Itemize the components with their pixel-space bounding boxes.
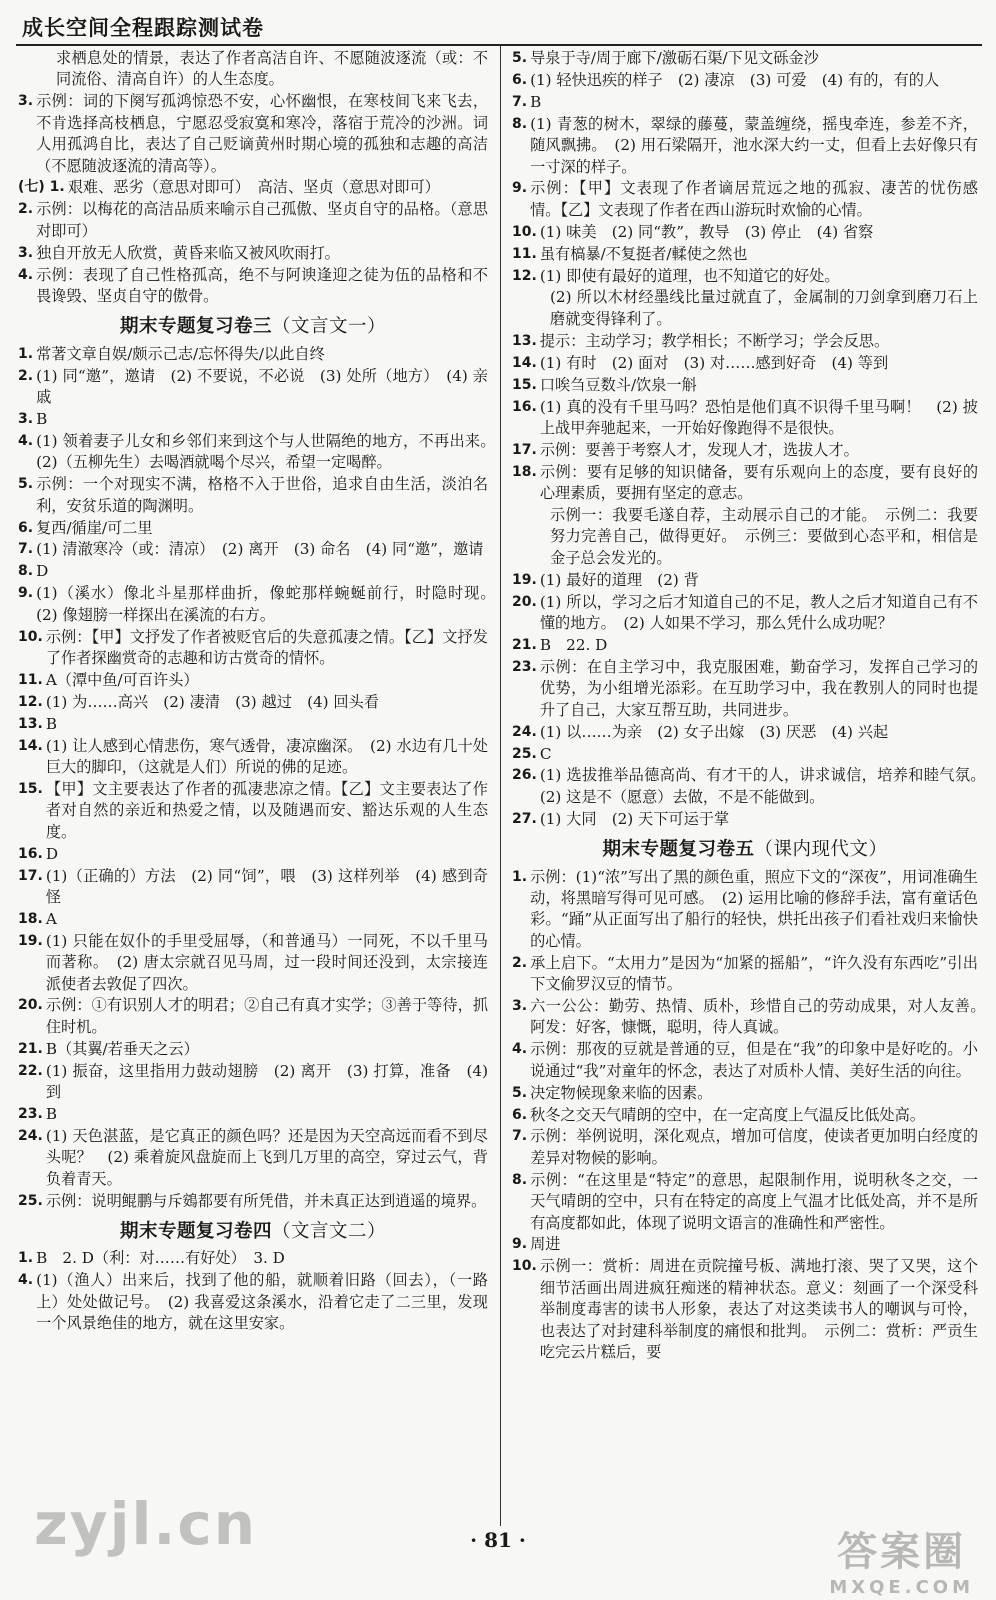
section-4-title-text: 期末专题复习卷四 — [119, 1221, 272, 1243]
answer-number: 26. — [512, 767, 537, 784]
answer-number: 27. — [512, 810, 537, 827]
section-5-subtitle: （课内现代文） — [754, 839, 888, 861]
answer-text: 示例：词的下阕写孤鸿惊恐不安，心怀幽恨，在寒枝间飞来飞去，不肯选择高枝栖息，宁愿忍受寂寞和寒冷，落宿于荒冷的沙洲。词人用孤鸿自比，表达了自己贬谪黄州时期心境的孤独和志趣的高洁（不愿随波逐流的清高等）。 — [36, 92, 488, 175]
answer-number: 20. — [18, 997, 43, 1014]
answer-item — [18, 1039, 488, 1060]
answer-number: 17. — [18, 867, 43, 884]
answer-item — [512, 867, 978, 953]
answer-number: 15. — [512, 376, 537, 393]
answer-text: (1) 真的没有千里马吗？恐怕是他们真不识得千里马啊！ (2) 披上战甲奔驰起来，一开始好像跑得不是很快。 — [539, 397, 978, 437]
section-4-answers — [18, 1248, 488, 1334]
answer-item — [512, 1256, 978, 1363]
answer-text: 示例：要有足够的知识储备，要有乐观向上的态度，要有良好的心理素质，要拥有坚定的意志。 — [539, 462, 978, 503]
answer-item — [512, 70, 978, 91]
answer-text: (1) 以……为亲 (2) 女子出嫁 (3) 厌恶 (4) 兴起 — [539, 722, 889, 741]
answer-number: 10. — [512, 223, 537, 240]
answer-number: 24. — [512, 723, 537, 740]
answer-text: (1) 只能在奴仆的手里受屈辱，（和普通马）一同死，不以千里马而著称。 (2) 唐太宗就召见马周，过一段时间还没到，太宗接连派使者去敦促了四次。 — [45, 931, 488, 993]
answer-item — [512, 570, 978, 591]
answer-item — [18, 518, 488, 539]
answer-number: 1. — [512, 868, 528, 885]
section-title-4 — [18, 1221, 488, 1242]
section-3-title-text: 期末专题复习卷三 — [119, 316, 272, 338]
answer-number: 18. — [512, 463, 537, 480]
answer-number: 7. — [512, 93, 528, 110]
answer-item — [18, 714, 488, 735]
answer-item — [18, 48, 488, 91]
answer-item — [512, 1170, 978, 1234]
answer-number: 4. — [512, 1041, 528, 1058]
answer-item — [512, 809, 978, 830]
answer-number: 23. — [18, 1106, 43, 1122]
answer-text: 【甲】文主要表达了作者的孤凄悲凉之情。【乙】文主要表达了作者对自然的亲近和热爱之情，以及随遇而安、豁达乐观的人生态度。 — [45, 779, 488, 841]
answer-number: 25. — [512, 745, 537, 762]
answer-item — [18, 561, 488, 582]
answer-text: (1) 有时 (2) 面对 (3) 对……感到好奇 (4) 等到 — [539, 353, 889, 372]
answer-number: 24. — [18, 1127, 43, 1144]
answer-text: (1) 选拔推举品德高尚、有才干的人，讲求诚信，培养和睦气氛。 (2) 这是不（愿意）去做，不是不能做到。 — [539, 766, 994, 806]
answer-number: 23. — [512, 658, 537, 675]
section-5-title-text: 期末专题复习卷五 — [602, 839, 755, 861]
answer-text: B — [45, 714, 57, 733]
answer-number: 1. — [18, 1250, 34, 1267]
answer-text: D — [45, 844, 58, 863]
answer-item — [512, 996, 994, 1039]
answer-item — [18, 779, 488, 843]
answer-number: 6. — [512, 1106, 528, 1123]
page-header-title: 成长空间全程跟踪测试卷 — [22, 16, 264, 40]
answer-text: (1) 大同 (2) 天下可运于掌 — [539, 809, 730, 828]
answer-number: 2. — [512, 954, 528, 971]
right-column — [512, 48, 994, 1364]
answer-number: 12. — [18, 693, 43, 710]
answer-text: 示例：①有识别人才的明君；②自己有真才实学；③善于等待，抓住时机。 — [45, 996, 488, 1036]
answer-number: 6. — [18, 519, 34, 536]
answer-item — [512, 722, 978, 743]
answer-number: 8. — [512, 1171, 528, 1188]
answer-number: 11. — [512, 245, 537, 262]
answer-number: 3. — [512, 997, 528, 1014]
watermark-daanquan-text: 答案圈 — [837, 1529, 967, 1575]
answer-item — [18, 931, 488, 995]
answer-item — [18, 670, 488, 691]
answer-item — [18, 583, 504, 626]
answer-item — [18, 366, 488, 409]
answer-text: 求栖息处的情景，表达了作者高洁自许、不愿随波逐流（或：不同流俗、清高自许）的人生态度。 — [56, 49, 488, 89]
answer-number: 9. — [512, 180, 528, 197]
answer-text: B — [530, 92, 542, 111]
answer-text: 示例：以梅花的高洁品质来喻示自己孤傲、坚贞自守的品格。（意思对即可） — [36, 200, 488, 240]
answer-text: B（其翼/若垂天之云） — [45, 1039, 199, 1058]
answer-number: 25. — [18, 1192, 43, 1209]
answer-number: 16. — [512, 398, 537, 415]
answer-text: 决定物候现象来临的因素。 — [530, 1083, 713, 1102]
answer-number: 7. — [18, 541, 34, 558]
answer-number: 10. — [512, 1258, 537, 1275]
answer-item — [18, 866, 488, 909]
answer-item — [512, 1234, 978, 1255]
answer-number: 15. — [18, 780, 43, 797]
answer-text: B 22. D — [539, 635, 608, 654]
answer-item — [18, 844, 488, 865]
watermark-zyjl: zyjl.cn — [34, 1490, 258, 1558]
answer-number: 1. — [18, 345, 34, 362]
answer-number: 2. — [18, 367, 34, 384]
answer-number: 14. — [512, 354, 537, 371]
answer-item — [512, 440, 978, 461]
answer-text: 示例一：我要毛遂自荐，主动展示自己的才能。 示例二：我要努力完善自己，做得更好。 示例三：要做到心态平和，相信是金子总会发光的。 — [550, 506, 978, 567]
answer-number: 16. — [18, 845, 43, 862]
answer-text: (1) 天色湛蓝，是它真正的颜色吗？还是因为天空高远而看不到尽头呢？ (2) 乘着旋风盘旋而上飞到几万里的高空，穿过云气，背负着青天。 — [45, 1126, 488, 1188]
answer-item — [18, 539, 488, 560]
answer-item — [512, 244, 978, 265]
answer-item — [512, 266, 978, 287]
answer-item — [18, 995, 488, 1038]
answer-number: 4. — [18, 432, 34, 449]
answer-number: 9. — [512, 1236, 528, 1253]
continuation-answers — [18, 48, 488, 307]
answer-item — [512, 178, 978, 221]
answer-text: (1) 领着妻子儿女和乡邻们来到这个与人世隔绝的地方，不再出来。 (2)（五柳先生）去喝酒就喝个尽兴，希望一定喝醉。 — [36, 431, 504, 472]
answer-text: (1) 所以，学习之后才知道自己的不足，教人之后才知道自己有不懂的地方。 (2) 人如果不学习，那么凭什么成功呢？ — [539, 592, 978, 633]
answer-text: B — [45, 1105, 57, 1123]
answer-number: 4. — [18, 1272, 34, 1289]
answer-text: 复西/循崖/可二里 — [36, 518, 153, 537]
answer-text: 独自开放无人欣赏，黄昏来临又被风吹雨打。 — [36, 243, 340, 262]
answer-text: 艰难、恶劣（意思对即可） 高洁、坚贞（意思对即可） — [67, 178, 440, 197]
answer-number: 11. — [18, 671, 43, 688]
section-title-3 — [18, 316, 488, 337]
answer-text: 示例：表现了自己性格孤高，绝不与阿谀逢迎之徒为伍的品格和不畏谗毁、坚贞自守的傲骨。 — [36, 265, 488, 305]
answer-text: 提示：主动学习；教学相长；不断学习；学会反思。 — [539, 331, 890, 350]
answer-text: 导泉于寺/周于廊下/激砺石渠/下见文砾金沙 — [530, 49, 819, 67]
answer-text: 常著文章自娱/颇示己志/忘怀得失/以此自终 — [36, 344, 325, 363]
answer-item — [512, 505, 978, 569]
answer-item — [18, 1061, 488, 1104]
answer-text: B — [36, 410, 48, 428]
answer-number: 9. — [18, 585, 34, 602]
answer-item — [18, 909, 488, 930]
answer-item — [512, 48, 978, 69]
answer-item — [512, 375, 978, 396]
answer-item — [18, 627, 488, 670]
answer-number: 7. — [512, 1128, 528, 1145]
answer-text: 秋冬之交天气晴朗的空中，在一定高度上气温反比低处高。 — [530, 1105, 925, 1124]
watermark-mxqe-text: MXQE.COM — [829, 1577, 974, 1598]
answer-item — [512, 635, 978, 656]
answer-item — [512, 1105, 978, 1126]
answer-item — [512, 1039, 978, 1082]
answer-item — [512, 1126, 978, 1169]
answer-item — [18, 1191, 488, 1212]
answer-number: 12. — [512, 267, 537, 284]
answer-text: 示例：说明鲲鹏与斥鴳都要有所凭借，并未真正达到逍遥的境界。 — [45, 1191, 487, 1210]
answer-item — [512, 287, 978, 330]
answer-item — [512, 331, 978, 352]
answer-text: 六一公公：勤劳、热情、质朴，珍惜自己的劳动成果，对人友善。 阿发：好客，慷慨，聪明，待人真诚。 — [530, 996, 994, 1037]
answer-number: 13. — [18, 715, 43, 732]
answer-item — [512, 92, 978, 113]
answer-number: 20. — [512, 593, 537, 610]
answer-item — [512, 222, 978, 243]
answer-text: B 2. D（利：对……有好处） 3. D — [36, 1249, 285, 1268]
answer-item — [512, 397, 978, 440]
answer-number: 14. — [18, 737, 43, 754]
answer-item — [512, 765, 994, 808]
answer-item — [18, 265, 488, 308]
column-divider — [500, 46, 501, 1526]
answer-text: 示例：要善于考察人才，发现人才，选拔人才。 — [539, 440, 859, 459]
answer-text: 示例：(1)“浓”写出了黑的颜色重，照应下文的“深夜”，用词准确生动，将黑暗写得可见可感。 (2) 运用比喻的修辞手法，富有童话色彩。“踊”从正面写出了船行的轻快，烘托出孩子们看社戏归来愉快的心情。 — [530, 867, 978, 950]
answer-item — [18, 1270, 488, 1334]
answer-number: 22. — [18, 1062, 43, 1079]
answer-number: 5. — [18, 476, 34, 493]
answer-text: 示例：在自主学习中，我克服困难，勤奋学习，发挥自己学习的优势，为小组增光添彩。在互助学习中，我在教别人的同时也提升了自己，大家互帮互助，共同进步。 — [539, 657, 978, 719]
section-title-5 — [512, 839, 978, 860]
answer-number: 21. — [512, 636, 537, 653]
answer-text: (1) 青葱的树木，翠绿的藤蔓，蒙盖缠绕，摇曳牵连，参差不齐，随风飘拂。 (2) 用石梁隔开，池水深大约一丈，但看上去好像只有一寸深的样子。 — [530, 114, 978, 176]
answer-number: 3. — [18, 244, 34, 261]
answer-item — [512, 353, 978, 374]
answer-item — [512, 657, 978, 721]
answer-item — [512, 114, 978, 178]
answer-text: (1)（正确的）方法 (2) 同“饲”，喂 (3) 这样列举 (4) 感到奇怪 — [45, 866, 488, 906]
section-3-answers — [18, 344, 504, 1212]
answer-item — [18, 692, 488, 713]
answer-text: D — [36, 562, 49, 581]
answer-number: 3. — [18, 93, 34, 110]
answer-text: (1)（渔人）出来后，找到了他的船，就顺着旧路（回去），（一路上）处处做记号。 (2) 我喜爱这条溪水，沿着它走了二三里，发现一个风景绝佳的地方，就在这里安家。 — [36, 1271, 488, 1333]
answer-text: (1) 振奋，这里指用力鼓动翅膀 (2) 离开 (3) 打算，准备 (4) 到 — [45, 1061, 488, 1102]
answer-text: C — [539, 744, 552, 763]
answer-number: 19. — [18, 932, 43, 949]
answer-text: 示例一：赏析：周进在贡院撞号板、满地打滚、哭了又哭，这个细节活画出周进疯狂痴迷的精神状态。意义：刻画了一个深受科举制度毒害的读书人形象，表达了对这类读书人的嘲讽与可怜，也表达了对封建科举制度的痛恨和批判。 示例二：赏析：严贡生吃完云片糕后，要 — [539, 1257, 978, 1361]
left-column — [18, 48, 504, 1335]
answer-item — [18, 1248, 488, 1269]
answer-number: 5. — [512, 50, 528, 66]
answer-number: 4. — [18, 266, 34, 283]
answer-number: (七) 1. — [18, 179, 65, 196]
answer-number: 2. — [18, 201, 34, 218]
answer-text: (1) 同“邀”，邀请 (2) 不要说，不必说 (3) 处所（地方） (4) 亲戚 — [36, 366, 488, 407]
answer-item — [18, 736, 488, 779]
section-4-subtitle: （文言文二） — [272, 1221, 387, 1243]
answer-number: 8. — [512, 115, 528, 132]
answer-text: (1) 轻快迅疾的样子 (2) 凄凉 (3) 可爱 (4) 有的，有的人 — [530, 70, 940, 89]
answer-number: 6. — [512, 71, 528, 88]
answer-item — [18, 243, 488, 264]
page-number: · 81 · — [470, 1528, 526, 1552]
answer-item — [512, 744, 978, 765]
answer-text: (1) 清澈寒冷（或：清凉） (2) 离开 (3) 命名 (4) 同“邀”，邀请 — [36, 540, 484, 559]
section-4-answers-continued — [512, 48, 994, 830]
answer-text: 示例：【甲】文抒发了作者被贬官后的失意孤凄之情。【乙】文抒发了作者探幽赏奇的志趣和访古赏奇的情怀。 — [45, 627, 488, 667]
answer-text: 示例：那夜的豆就是普通的豆，但是在“我”的印象中是好吃的。小说通过“我”对童年的怀念，表达了对质朴人情、美好生活的向往。 — [530, 1040, 978, 1080]
answer-text: A（潭中鱼/可百许头） — [45, 670, 199, 689]
answer-text: (1) 让人感到心情悲伤，寒气透骨，凄凉幽深。 (2) 水边有几十处巨大的脚印，（这就是人们）所说的佛的足迹。 — [45, 736, 488, 776]
answer-item — [18, 431, 504, 474]
answer-item — [18, 344, 488, 365]
answer-text: 示例：【甲】文表现了作者谪居荒远之地的孤寂、凄苦的忧伤感情。【乙】文表现了作者在西山游玩时欢愉的心情。 — [530, 179, 978, 219]
answer-text: (1) 即使有最好的道理，也不知道它的好处。 — [539, 266, 840, 285]
header-rule — [16, 44, 982, 46]
answer-text: (1) 最好的道理 (2) 背 — [539, 570, 699, 589]
section-3-subtitle: （文言文一） — [272, 316, 387, 338]
answer-item — [18, 409, 488, 430]
answer-item — [18, 1104, 488, 1125]
answer-item — [512, 953, 978, 996]
answer-number: 8. — [18, 563, 34, 580]
answer-text: 口唉刍豆数斗/饮泉一斛 — [539, 375, 697, 394]
answer-text: 周进 — [530, 1235, 561, 1254]
answer-number: 19. — [512, 571, 537, 588]
answer-number: 13. — [512, 332, 537, 349]
answer-text: 承上启下。“太用力”是因为“加紧的摇船”，“许久没有东西吃”引出下文偷罗汉豆的情节。 — [530, 953, 978, 994]
answer-number: 17. — [512, 441, 537, 458]
section-5-answers — [512, 867, 994, 1364]
answer-text: 虽有槁暴/不复挺者/輮使之然也 — [539, 244, 748, 263]
answer-number: 3. — [18, 411, 34, 427]
answer-text: 示例：“在这里是“特定”的意思，起限制作用，说明秋冬之交，一天气晴朗的空中，只有在特定的高度上气温才比低处高，并不是所有高度都如此，体现了说明文语言的准确性和严密性。 — [530, 1170, 978, 1232]
answer-text: (1) 味美 (2) 同“教”，教导 (3) 停止 (4) 省察 — [539, 222, 874, 241]
answer-text: (2) 所以木材经墨线比量过就直了，金属制的刀剑拿到磨刀石上磨就变得锋利了。 — [550, 288, 978, 328]
answer-number: 10. — [18, 628, 43, 645]
watermark-daanquan — [829, 1520, 974, 1598]
answer-item — [18, 199, 488, 242]
answer-number: 5. — [512, 1084, 528, 1101]
answer-text: (1)（溪水）像北斗星那样曲折，像蛇那样蜿蜒前行，时隐时现。 (2) 像翅膀一样探出在溪流的右方。 — [36, 584, 504, 624]
answer-item — [512, 592, 978, 635]
answer-text: A — [45, 909, 57, 928]
answer-item — [18, 91, 488, 177]
answer-item — [18, 474, 488, 517]
answer-number: 21. — [18, 1040, 43, 1057]
answer-item — [512, 462, 978, 505]
answer-text: (1) 为……高兴 (2) 凄清 (3) 越过 (4) 回头看 — [45, 692, 379, 711]
answer-item — [18, 1126, 488, 1190]
answer-text: 示例：举例说明，深化观点，增加可信度，使读者更加明白经度的差异对物候的影响。 — [530, 1127, 978, 1167]
answer-text: 示例：一个对现实不满，格格不入于世俗，追求自由生活，淡泊名利，安贫乐道的陶渊明。 — [36, 475, 488, 515]
answer-number: 18. — [18, 910, 43, 927]
answer-item — [512, 1083, 978, 1104]
answer-item — [18, 177, 488, 198]
